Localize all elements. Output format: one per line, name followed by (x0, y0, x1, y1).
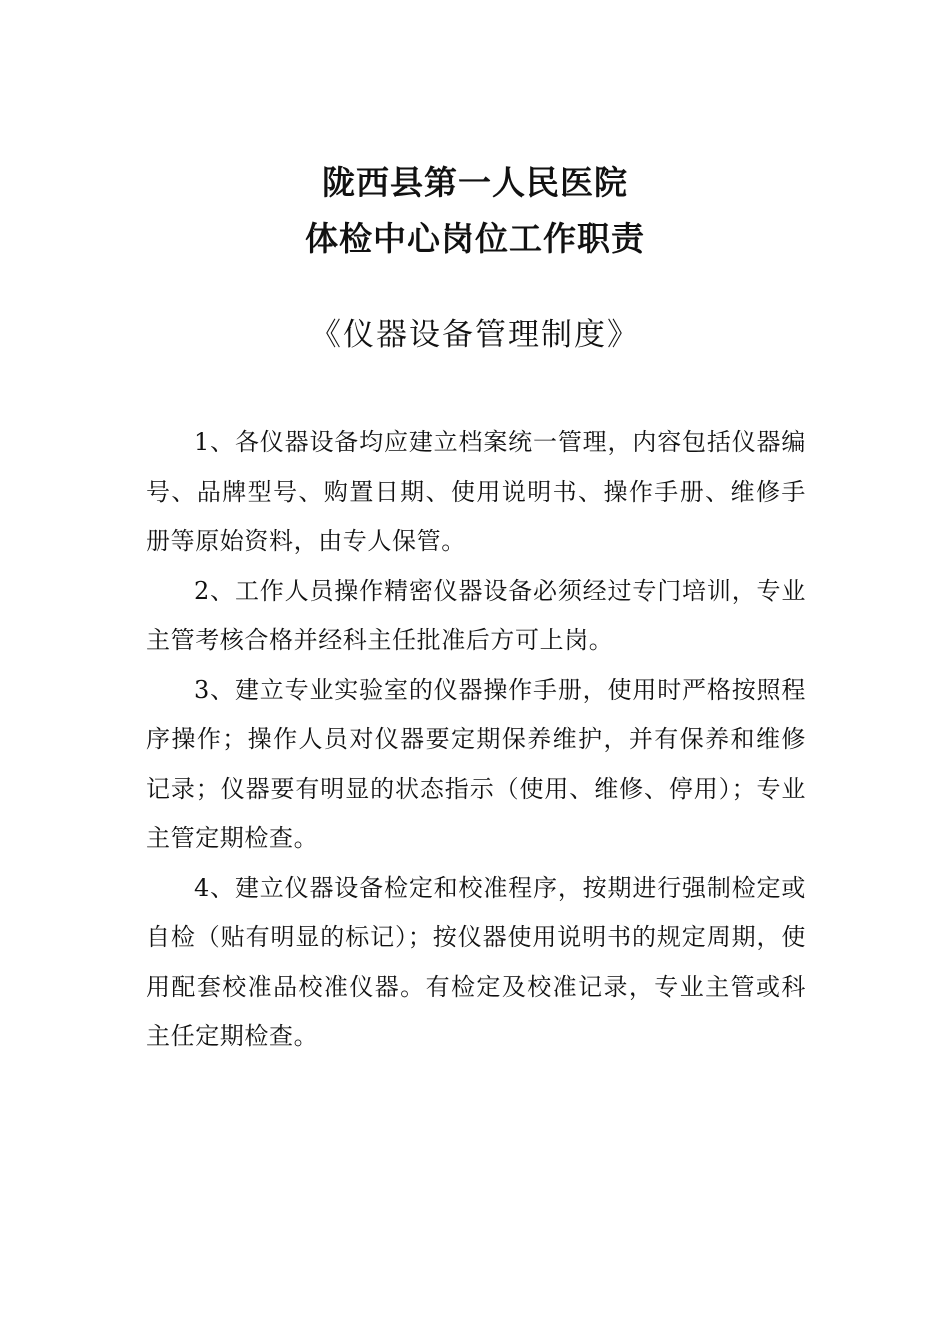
department-title: 体检中心岗位工作职责 (305, 219, 645, 258)
hospital-name: 陇西县第一人民医院 (322, 163, 628, 202)
paragraph-1: 1、各仪器设备均应建立档案统一管理，内容包括仪器编号、品牌型号、购置日期、使用说明书、操作手册、维修手册等原始资料，由专人保管。 (146, 428, 806, 555)
paragraph-3: 3、建立专业实验室的仪器操作手册，使用时严格按照程序操作；操作人员对仪器要定期保养维护，并有保养和维修记录；仪器要有明显的状态指示（使用、维修、停用）；专业主管定期检查。 (146, 675, 806, 852)
document-title: 《仪器设备管理制度》 (310, 317, 640, 353)
document-heading (0, 155, 950, 267)
paragraph-4: 4、建立仪器设备检定和校准程序，按期进行强制检定或自检（贴有明显的标记）；按仪器使用说明书的规定周期，使用配套校准品校准仪器。有检定及校准记录，专业主管或科主任定期检查。 (146, 873, 806, 1050)
document-body (146, 418, 806, 1062)
paragraph-2: 2、工作人员操作精密仪器设备必须经过专门培训，专业主管考核合格并经科主任批准后方可上岗。 (146, 576, 806, 654)
